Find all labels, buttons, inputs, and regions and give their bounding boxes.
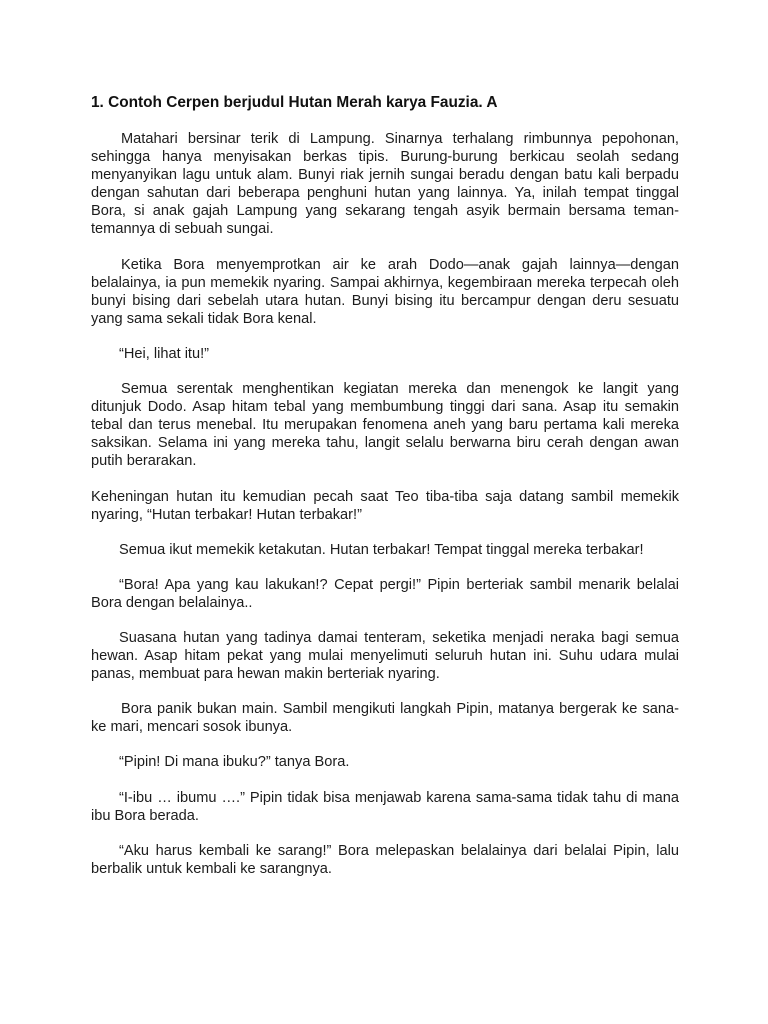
paragraph-6: Semua ikut memekik ketakutan. Hutan terbakar! Tempat tinggal mereka terbakar!	[119, 541, 644, 558]
paragraph-8: Suasana hutan yang tadinya damai tenteram, seketika menjadi neraka bagi semua hewan. Asap hitam pekat yang mulai menyelimuti seluruh hutan ini. Suhu udara mulai panas, membuat para hewan makin berteriak nyaring.	[91, 629, 679, 683]
story-title: 1. Contoh Cerpen berjudul Hutan Merah karya Fauzia. A	[91, 94, 498, 111]
paragraph-7: “Bora! Apa yang kau lakukan!? Cepat pergi!” Pipin berteriak sambil menarik belalai Bora dengan belalainya..	[91, 576, 679, 611]
paragraph-9: Bora panik bukan main. Sambil mengikuti langkah Pipin, matanya bergerak ke sana-ke mari, mencari sosok ibunya.	[91, 701, 679, 736]
paragraph-12: “Aku harus kembali ke sarang!” Bora melepaskan belalainya dari belalai Pipin, lalu berbalik untuk kembali ke sarangnya.	[91, 842, 679, 877]
paragraph-3: “Hei, lihat itu!”	[119, 345, 210, 362]
paragraph-4: Semua serentak menghentikan kegiatan mereka dan menengok ke langit yang ditunjuk Dodo. Asap hitam tebal yang membumbung tinggi dari sana. Asap itu semakin tebal dan terus menebal. Itu merupakan fenomena aneh yang baru pertama kali mereka saksikan. Selama ini yang mereka tahu, langit selalu berwarna biru cerah dengan awan putih berarakan.	[91, 381, 679, 470]
paragraph-5: Keheningan hutan itu kemudian pecah saat Teo tiba-tiba saja datang sambil memekik nyaring, “Hutan terbakar! Hutan terbakar!”	[91, 488, 679, 523]
paragraph-11: “I-ibu … ibumu ….” Pipin tidak bisa menjawab karena sama-sama tidak tahu di mana ibu Bora berada.	[91, 789, 679, 824]
paragraph-2: Ketika Bora menyemprotkan air ke arah Dodo—anak gajah lainnya—dengan belalainya, ia pun memekik nyaring. Sampai akhirnya, kegembiraan mereka terpecah oleh bunyi bising dari sebelah utara hutan. Bunyi bising itu bercampur dengan deru sesuatu yang sama sekali tidak Bora kenal.	[91, 256, 679, 327]
paragraph-10: “Pipin! Di mana ibuku?” tanya Bora.	[119, 754, 350, 771]
paragraph-1: Matahari bersinar terik di Lampung. Sinarnya terhalang rimbunnya pepohonan, sehingga hanya menyisakan berkas tipis. Burung-burung berkicau seolah sedang menyanyikan lagu untuk alam. Bunyi riak jernih sungai beradu dengan batu kali berpadu dengan sahutan dari beberapa penghuni hutan yang lainnya. Ya, inilah tempat tinggal Bora, si anak gajah Lampung yang sekarang tengah asyik bermain bersama teman-temannya di sebuah sungai.	[91, 131, 679, 238]
document-page	[91, 92, 679, 895]
